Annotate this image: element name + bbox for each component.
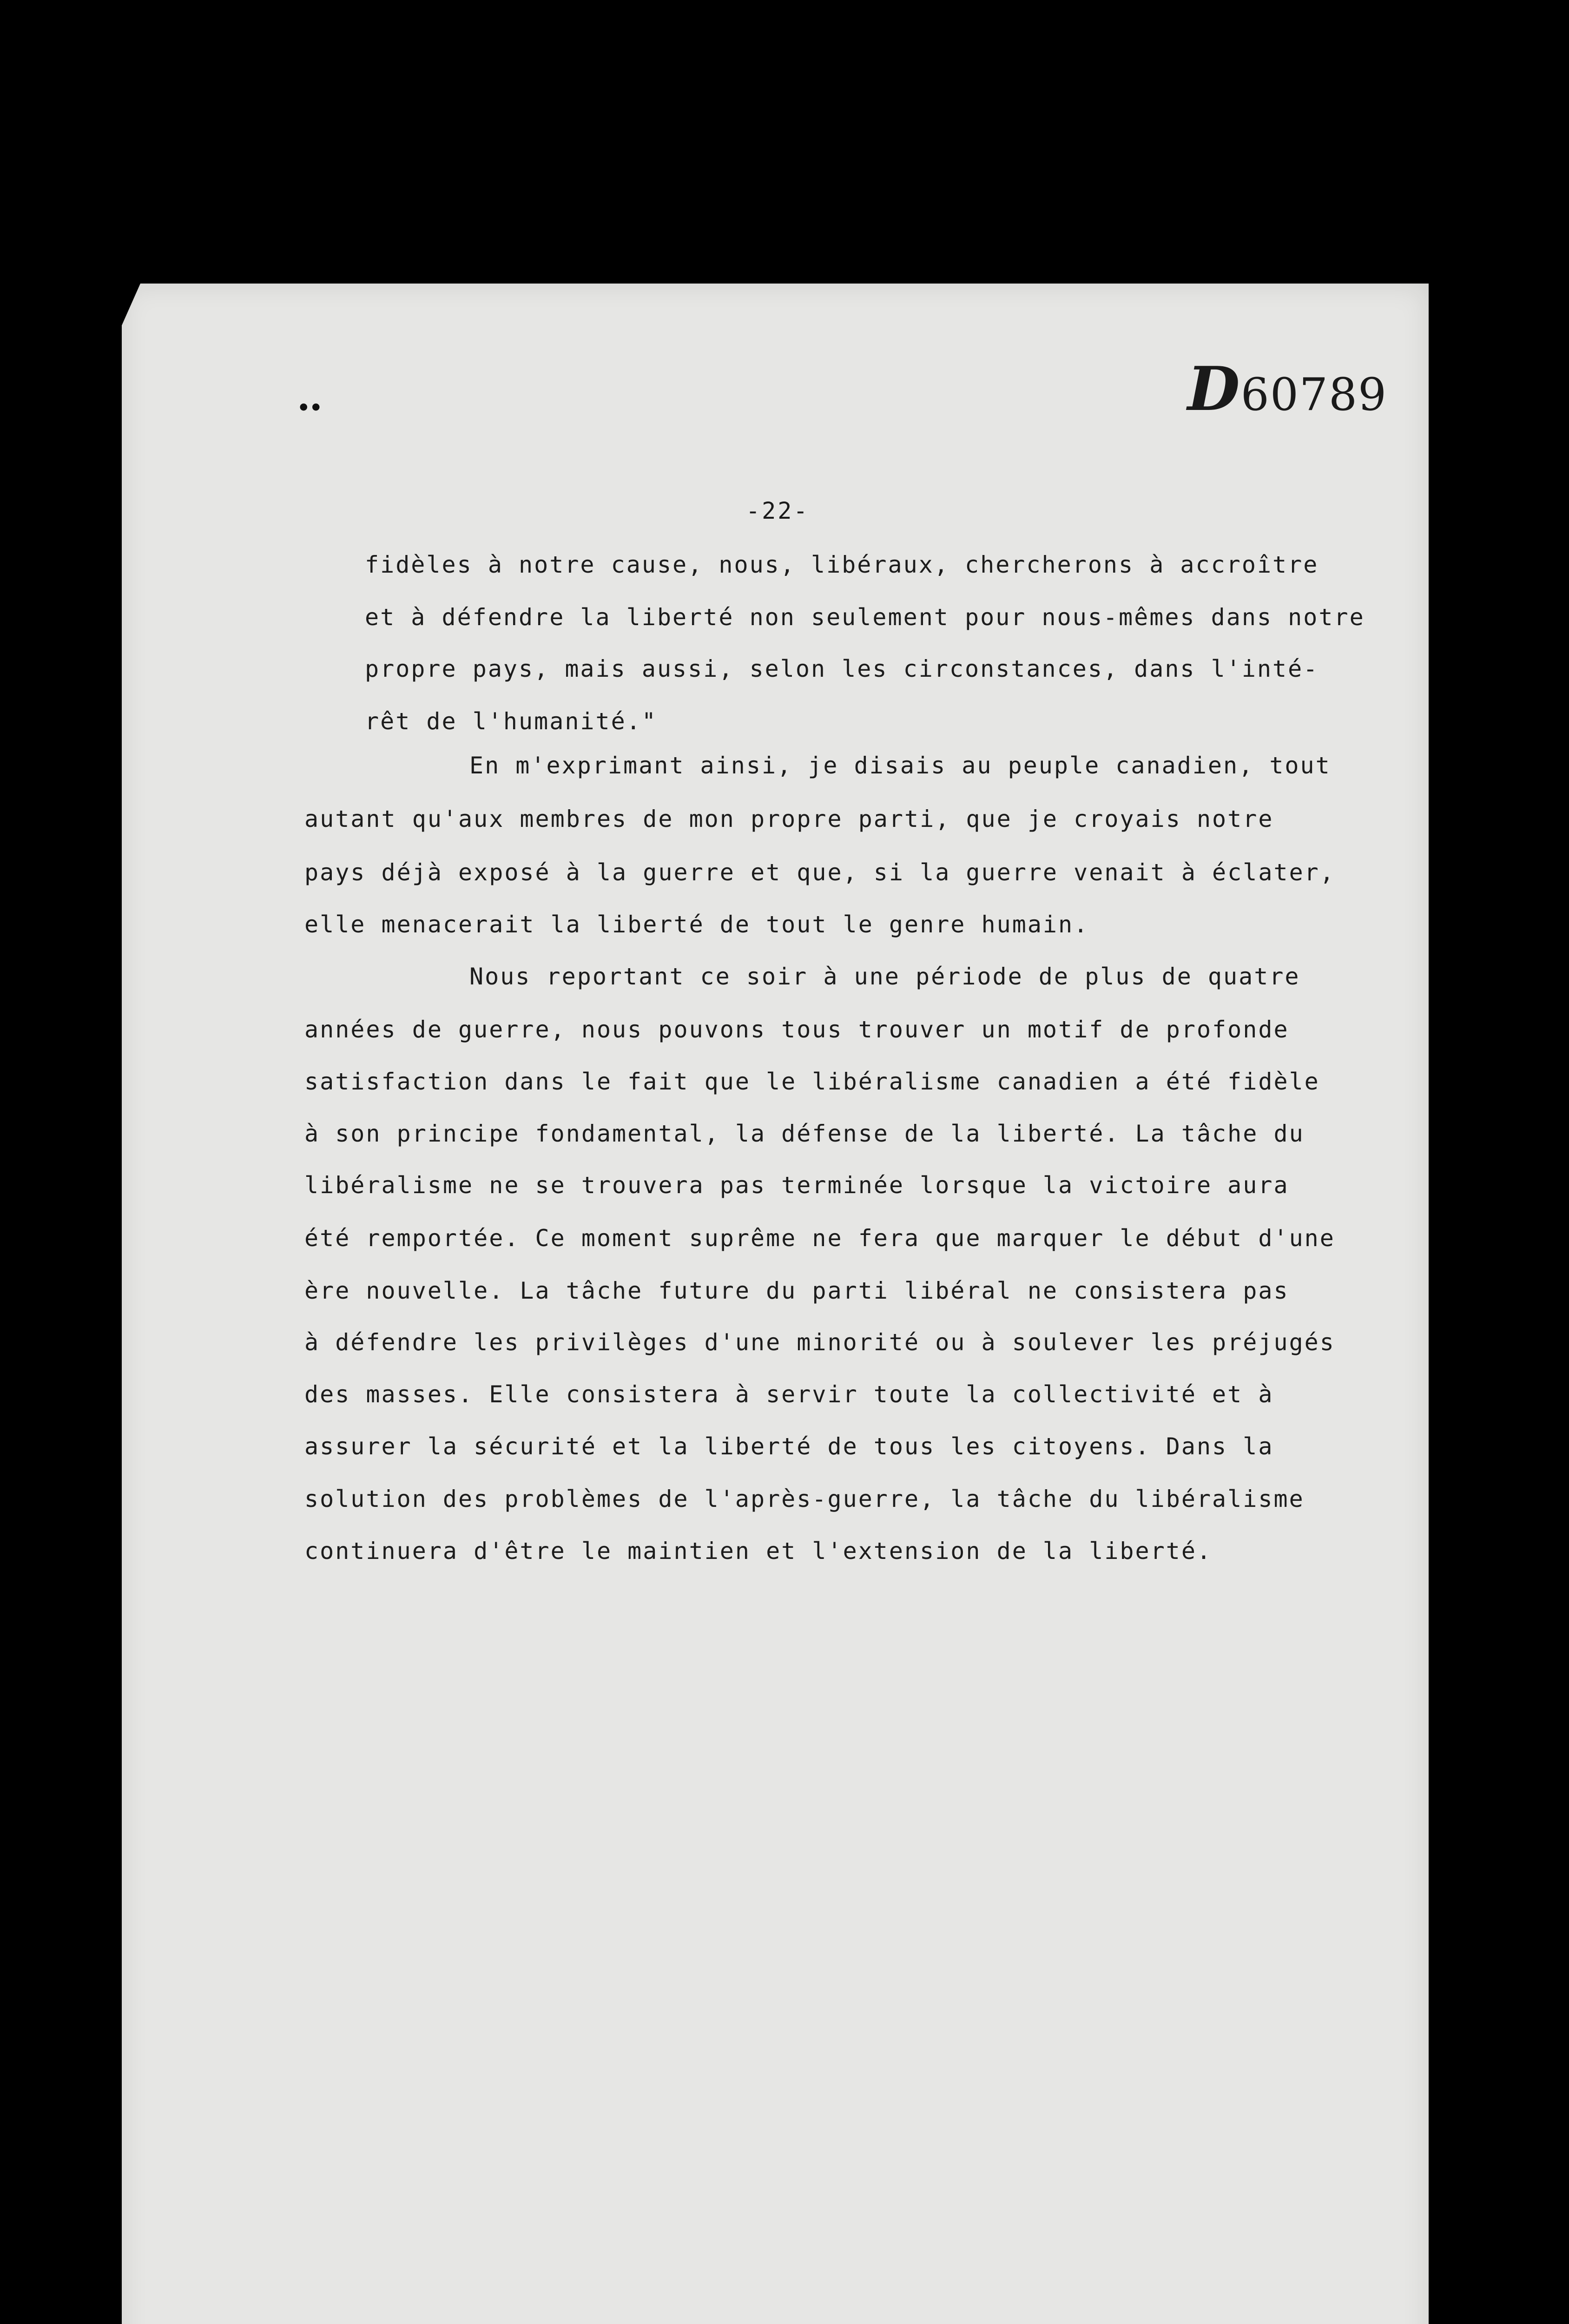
text-line: des masses. Elle consistera à servir toute la collectivité et à [304, 1381, 1274, 1408]
text-line: années de guerre, nous pouvons tous trouver un motif de profonde [304, 1016, 1289, 1043]
text-line: elle menacerait la liberté de tout le genre humain. [304, 911, 1089, 938]
archive-stamp [1187, 353, 1387, 424]
page-corner-fold [122, 284, 140, 325]
text-line: ère nouvelle. La tâche future du parti libéral ne consistera pas [304, 1277, 1289, 1304]
text-line: En m'exprimant ainsi, je disais au peuple canadien, tout [469, 752, 1331, 779]
text-line: libéralisme ne se trouvera pas terminée lorsque la victoire aura [304, 1172, 1289, 1199]
text-line: à défendre les privilèges d'une minorité ou à soulever les préjugés [304, 1329, 1335, 1356]
margin-mark: •• [297, 396, 322, 420]
text-line: assurer la sécurité et la liberté de tous les citoyens. Dans la [304, 1433, 1274, 1460]
text-line: rêt de l'humanité." [365, 708, 657, 735]
text-line: été remportée. Ce moment suprême ne fera que marquer le début d'une [304, 1225, 1335, 1252]
text-line: autant qu'aux membres de mon propre parti, que je croyais notre [304, 805, 1274, 832]
text-line: continuera d'être le maintien et l'extension de la liberté. [304, 1538, 1213, 1565]
stamp-letter: D [1187, 353, 1241, 424]
text-line: Nous reportant ce soir à une période de plus de quatre [469, 963, 1300, 990]
text-line: solution des problèmes de l'après-guerre, la tâche du libéralisme [304, 1486, 1305, 1512]
text-line: propre pays, mais aussi, selon les circonstances, dans l'inté- [365, 655, 1319, 682]
text-line: fidèles à notre cause, nous, libéraux, chercherons à accroître [365, 551, 1319, 578]
page-number: -22- [746, 497, 810, 524]
text-line: à son principe fondamental, la défense de la liberté. La tâche du [304, 1120, 1305, 1147]
text-line: et à défendre la liberté non seulement pour nous-mêmes dans notre [365, 604, 1365, 631]
text-line: pays déjà exposé à la guerre et que, si la guerre venait à éclater, [304, 859, 1335, 886]
stamp-number: 60789 [1240, 369, 1388, 421]
text-line: satisfaction dans le fait que le libéralisme canadien a été fidèle [304, 1068, 1320, 1095]
